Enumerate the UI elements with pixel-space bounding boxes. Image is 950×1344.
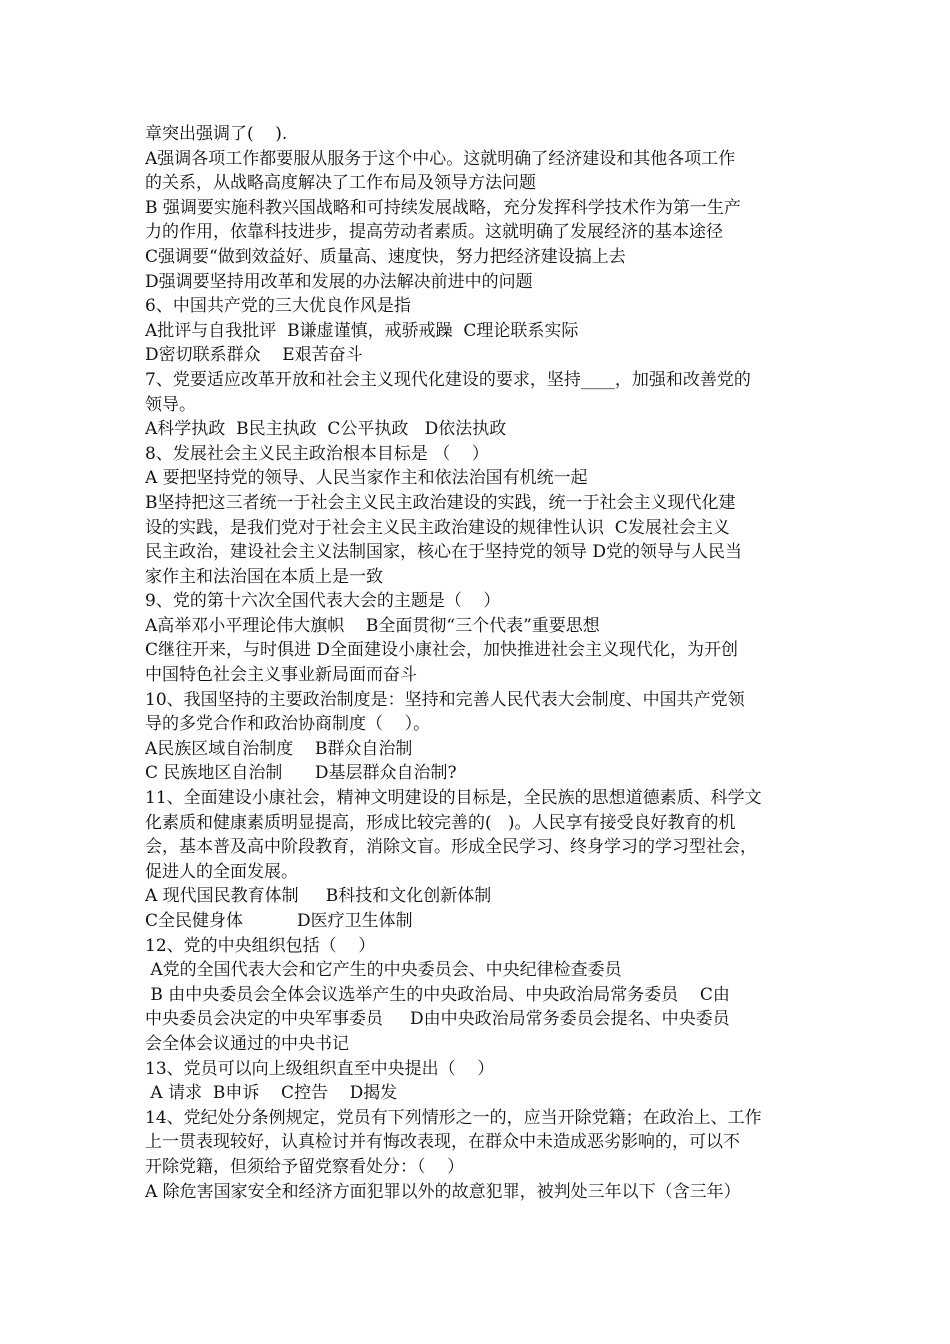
- text-line: 促进人的全面发展。: [145, 861, 298, 882]
- text-line: 中央委员会决定的中央军事委员 D由中央政治局常务委员会提名、中央委员: [145, 1009, 730, 1030]
- text-line: C强调要“做到效益好、质量高、速度快，努力把经济建设搞上去: [145, 246, 626, 267]
- text-line: 力的作用，依靠科技进步，提高劳动者素质。这就明确了发展经济的基本途径: [145, 222, 723, 243]
- text-line: 中国特色社会主义事业新局面而奋斗: [145, 665, 417, 686]
- text-line: 家作主和法治国在本质上是一致: [145, 566, 383, 587]
- text-line: 9、党的第十六次全国代表大会的主题是（ ）: [145, 591, 501, 612]
- text-line: 化素质和健康素质明显提高，形成比较完善的( )。人民享有接受良好教育的机: [145, 812, 736, 833]
- text-line: 章突出强调了( ).: [145, 124, 288, 144]
- text-line: A批评与自我批评 B谦虚谨慎，戒骄戒躁 C理论联系实际: [145, 320, 579, 341]
- text-line: 8、发展社会主义民主政治根本目标是 （ ）: [145, 443, 489, 464]
- text-line: 12、党的中央组织包括（ ）: [145, 935, 376, 956]
- document-body: [145, 122, 810, 1204]
- text-line: 上一贯表现较好，认真检讨并有悔改表现，在群众中未造成恶劣影响的，可以不: [145, 1132, 740, 1153]
- text-line: A 除危害国家安全和经济方面犯罪以外的故意犯罪，被判处三年以下（含三年）: [145, 1181, 741, 1202]
- text-line: D强调要坚持用改革和发展的办法解决前进中的问题: [145, 271, 533, 292]
- text-line: 7、党要适应改革开放和社会主义现代化建设的要求，坚持____，加强和改善党的: [145, 369, 751, 390]
- text-line: B 强调要实施科教兴国战略和可持续发展战略，充分发挥科学技术作为第一生产: [145, 197, 741, 218]
- text-line: 10、我国坚持的主要政治制度是：坚持和完善人民代表大会制度、中国共产党领: [145, 689, 745, 710]
- text-line: A 请求 B申诉 C控告 D揭发: [145, 1083, 398, 1104]
- text-line: B 由中央委员会全体会议选举产生的中央政治局、中央政治局常务委员 C由: [145, 984, 730, 1005]
- text-line: A 现代国民教育体制 B科技和文化创新体制: [145, 886, 492, 907]
- text-line: 会，基本普及高中阶段教育，消除文盲。形成全民学习、终身学习的学习型社会，: [145, 837, 757, 858]
- text-line: A科学执政 B民主执政 C公平执政 D依法执政: [145, 419, 507, 440]
- text-line: 设的实践，是我们党对于社会主义民主政治建设的规律性认识 C发展社会主义: [145, 517, 730, 538]
- text-line: 的关系，从战略高度解决了工作布局及领导方法问题: [145, 173, 536, 194]
- text-line: 导的多党合作和政治协商制度（ ）。: [145, 714, 431, 735]
- text-line: 开除党籍，但须给予留党察看处分：（ ）: [145, 1156, 465, 1177]
- text-line: 民主政治，建设社会主义法制国家，核心在于坚持党的领导 D党的领导与人民当: [145, 542, 743, 563]
- text-line: D密切联系群众 E艰苦奋斗: [145, 345, 363, 366]
- text-line: B坚持把这三者统一于社会主义民主政治建设的实践，统一于社会主义现代化建: [145, 492, 736, 513]
- text-line: C全民健身体 D医疗卫生体制: [145, 911, 413, 931]
- text-line: A民族区域自治制度 B群众自治制: [145, 738, 413, 759]
- text-line: C继往开来，与时俱进 D全面建设小康社会，加快推进社会主义现代化，为开创: [145, 640, 739, 661]
- text-line: C 民族地区自治制 D基层群众自治制?: [145, 763, 457, 784]
- text-line: A强调各项工作都要服从服务于这个中心。这就明确了经济建设和其他各项工作: [145, 148, 736, 169]
- text-line: A党的全国代表大会和它产生的中央委员会、中央纪律检查委员: [145, 960, 622, 981]
- text-line: 6、中国共产党的三大优良作风是指: [145, 296, 411, 317]
- text-line: 会全体会议通过的中央书记: [145, 1033, 349, 1054]
- text-line: 14、党纪处分条例规定，党员有下列情形之一的，应当开除党籍；在政治上、工作: [145, 1107, 762, 1128]
- text-line: 11、全面建设小康社会，精神文明建设的目标是，全民族的思想道德素质、科学文: [145, 788, 762, 809]
- text-line: 13、党员可以向上级组织直至中央提出（ ）: [145, 1058, 495, 1079]
- text-line: 领导。: [145, 394, 196, 415]
- text-line: A高举邓小平理论伟大旗帜 B全面贯彻“三个代表”重要思想: [145, 615, 600, 636]
- text-line: A 要把坚持党的领导、人民当家作主和依法治国有机统一起: [145, 468, 588, 489]
